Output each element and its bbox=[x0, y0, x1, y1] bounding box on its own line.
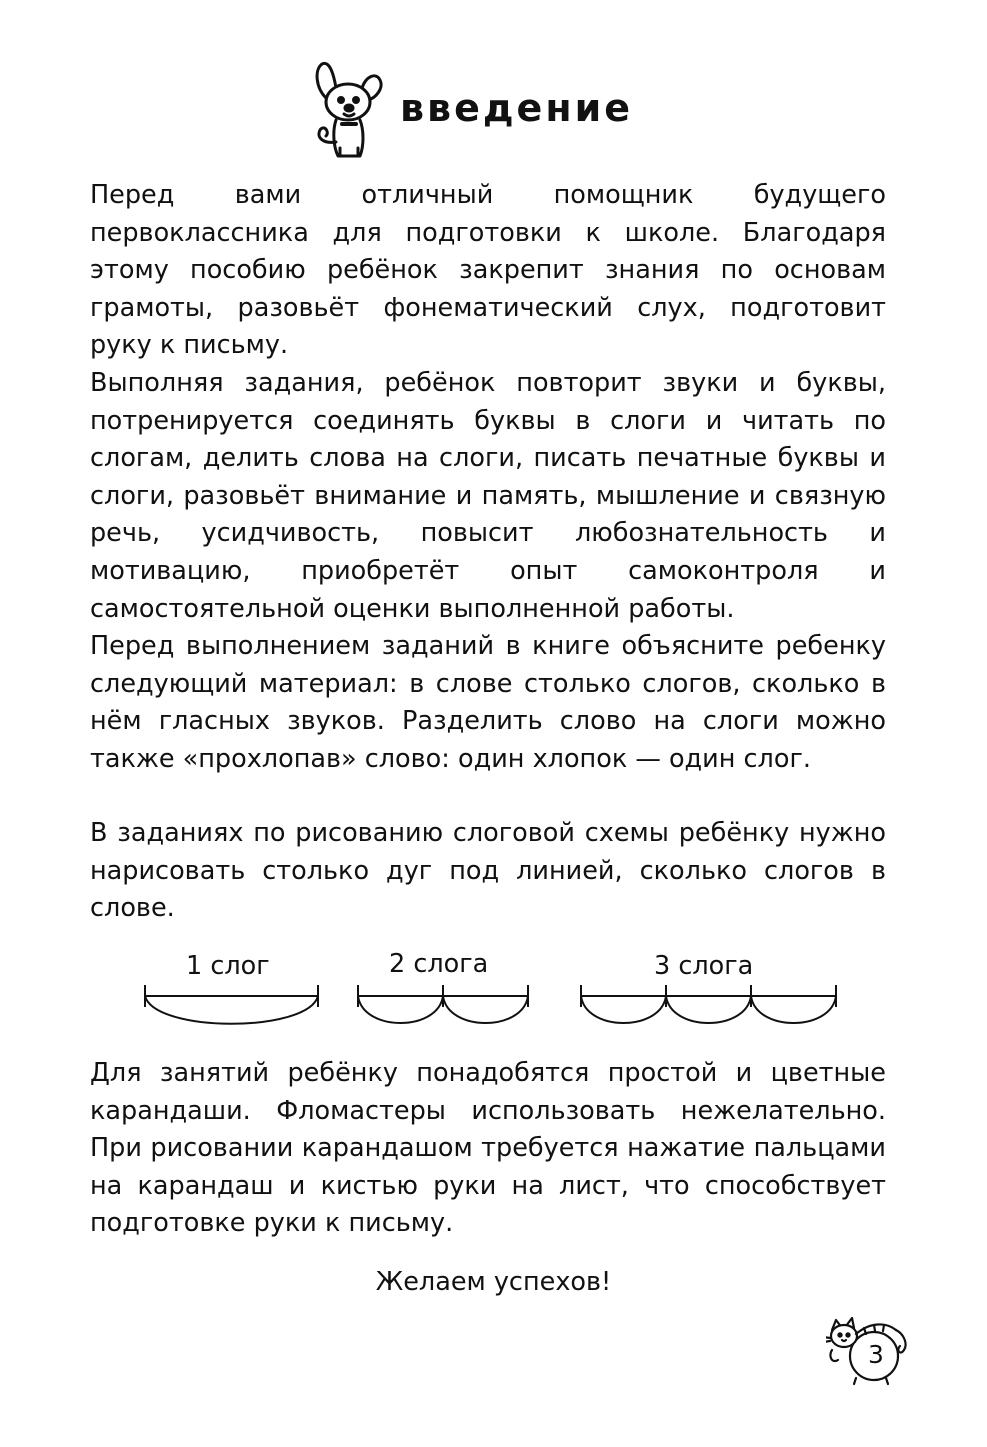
scheme-label-1: 1 слог bbox=[186, 951, 270, 981]
dog-icon bbox=[306, 58, 386, 162]
scheme-2-arcs bbox=[358, 985, 528, 1023]
scheme-label-3: 3 слога bbox=[654, 951, 754, 981]
paragraph-intro: Перед вами отличный помощник будущего первоклассника для подготовки к школе. Благодаря этому пособию ребёнок закрепит знания по основам грамоты, разовьёт фонематический слух, подготовит руку к письму. bbox=[90, 180, 886, 361]
syllable-schemes bbox=[0, 945, 987, 1040]
page-number: 3 bbox=[868, 1340, 884, 1369]
scheme-3-arcs bbox=[581, 985, 836, 1023]
scheme-1-arcs bbox=[145, 985, 318, 1024]
paragraph-scheme: В заданиях по рисованию слоговой схемы ребёнку нужно нарисовать столько дуг под линией, сколько слогов в слове. bbox=[90, 818, 886, 924]
scheme-label-2: 2 слога bbox=[389, 949, 489, 979]
syllable-arcs bbox=[0, 945, 987, 1040]
paragraph-materials: Для занятий ребёнку понадобятся простой и цветные карандаши. Фломастеры использовать нежелательно. При рисовании карандашом требуется нажатие пальцами на карандаш и кистью руки на лист, что способствует подготовке руки к письму. bbox=[90, 1058, 886, 1239]
paragraph-syllables: Перед выполнением заданий в книге объясните ребенку следующий материал: в слове столько слогов, сколько в нём гласных звуков. Разделить слово на слоги можно также «прохлопав» слово: один хлопок — один слог. bbox=[90, 631, 886, 774]
header bbox=[0, 58, 987, 168]
paragraph-tasks: Выполняя задания, ребёнок повторит звуки и буквы, потренируется соединять буквы в слоги и читать по слогам, делить слова на слоги, писать печатные буквы и слоги, разовьёт внимание и память, мышление и связную речь, усидчивость, повысит любознательность и мотивацию, приобретёт опыт самоконтроля и самостоятельной оценки выполненной работы. bbox=[90, 368, 886, 624]
page-title: введение bbox=[400, 86, 633, 130]
closing-wish: Желаем успехов! bbox=[375, 1267, 612, 1297]
